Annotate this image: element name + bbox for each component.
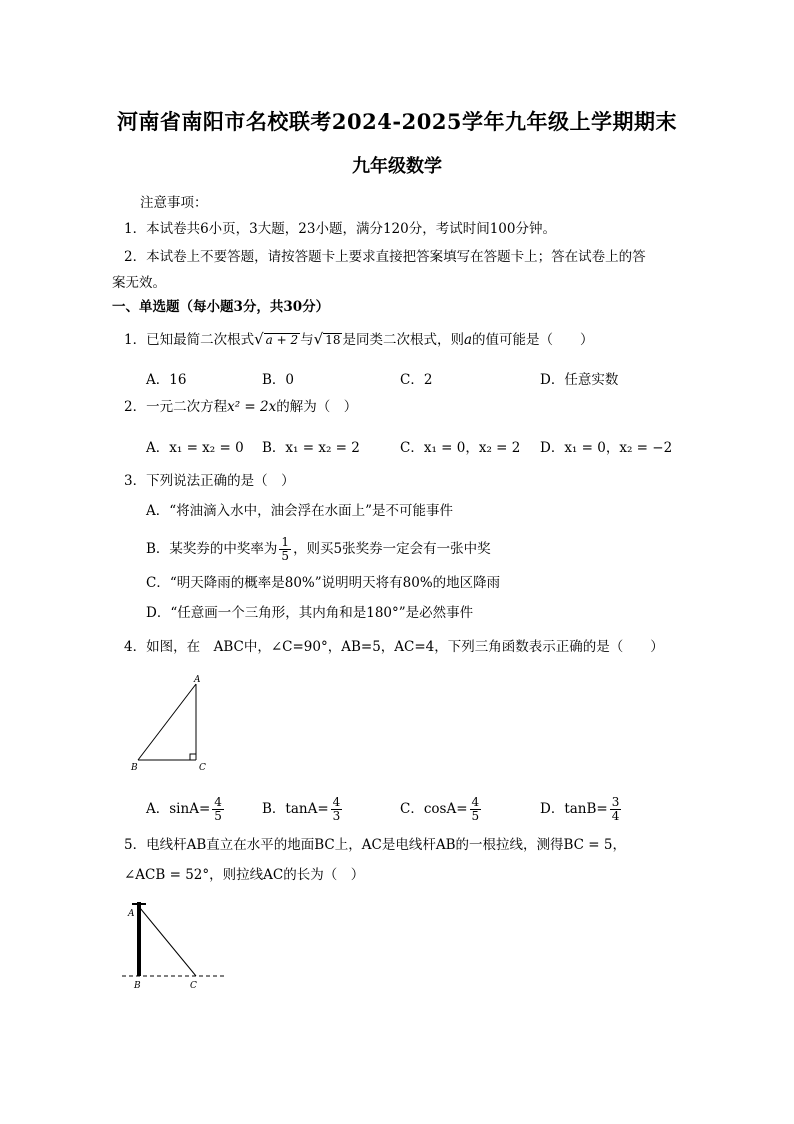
notes-item-2-line-1: 2．本试卷上不要答题，请按答题卡上要求直接把答案填写在答题卡上；答在试卷上的答	[124, 249, 646, 265]
question-2-stem	[124, 398, 357, 416]
q4-option-c-label: C．cosA=	[400, 801, 468, 817]
q3-option-b	[146, 532, 491, 566]
fraction-numerator: 1	[281, 535, 290, 549]
q4-option-d	[540, 792, 623, 826]
q2-option-d: D．x₁ = 0，x₂ = −2	[540, 440, 673, 456]
section-1-heading: 一、单选题（每小题3分，共30分）	[112, 299, 330, 315]
point-label-c: C	[190, 981, 197, 991]
q1-suffix: 是同类二次根式，则	[342, 332, 464, 348]
q4-option-c	[400, 792, 483, 826]
q3-option-d: D．“任意画一个三角形，其内角和是180°”是必然事件	[146, 605, 474, 621]
q4-option-b-fraction	[331, 796, 343, 823]
fraction-numerator: 4	[214, 795, 222, 809]
vertex-label-a: A	[194, 675, 201, 685]
q4-option-a-label: A．sinA=	[146, 801, 211, 817]
q4-option-c-fraction	[470, 796, 482, 823]
notes-item-1: 1．本试卷共6小页，3大题，23小题，满分120分，考试时间100分钟。	[124, 221, 556, 237]
exam-subtitle: 九年级数学	[352, 156, 442, 177]
guy-wire-ac	[140, 908, 196, 976]
q1-option-a: A．16	[146, 372, 187, 388]
q1-variable: a	[463, 332, 473, 348]
vertex-label-c: C	[199, 763, 206, 773]
triangle-side-ab	[138, 684, 196, 760]
fraction-denominator: 3	[332, 809, 341, 823]
q1-mid: 与	[300, 332, 314, 348]
fraction-numerator: 4	[332, 795, 341, 809]
fraction-numerator: 3	[611, 795, 620, 809]
q4-triangle-figure	[128, 672, 212, 776]
q2-option-b: B．x₁ = x₂ = 2	[262, 440, 360, 456]
q2-prefix: 2．一元二次方程	[124, 399, 228, 415]
q4-option-d-label: D．tanB=	[540, 801, 608, 817]
q3-option-b-suffix: ，则买5张奖券一定会有一张中奖	[293, 541, 491, 557]
point-label-b: B	[134, 981, 141, 991]
q1-option-c: C．2	[400, 372, 433, 388]
q2-suffix: 的解为（ ）	[276, 399, 358, 415]
q2-option-c: C．x₁ = 0，x₂ = 2	[400, 440, 521, 456]
q4-option-d-fraction	[610, 796, 622, 823]
fraction-denominator: 5	[471, 809, 480, 823]
fraction-denominator: 5	[281, 549, 290, 563]
q3-option-a: A．“将油滴入水中，油会浮在水面上”是不可能事件	[146, 503, 454, 519]
q3-option-c: C．“明天降雨的概率是80%”说明明天将有80%的地区降雨	[146, 575, 501, 591]
fraction-denominator: 5	[214, 809, 222, 823]
q1-suffix-2: 的值可能是（ ）	[472, 332, 594, 348]
question-5-line-1: 5．电线杆AB直立在水平的地面BC上，AC是电线杆AB的一根拉线，测得BC = 5，	[124, 837, 626, 853]
radical-sign-icon: √	[313, 330, 324, 348]
q4-option-b-label: B．tanA=	[262, 801, 329, 817]
q4-option-a-fraction	[212, 796, 224, 823]
exam-title: 河南省南阳市名校联考2024-2025学年九年级上学期期末	[116, 109, 678, 134]
q1-radicand-1: a + 2	[265, 333, 299, 347]
notes-item-2-line-2: 案无效。	[112, 275, 166, 291]
right-angle-mark-icon	[190, 754, 196, 760]
question-5-line-2: ∠ACB = 52°，则拉线AC的长为（ ）	[124, 867, 365, 883]
radical-sign-icon: √	[254, 330, 264, 348]
q1-option-d: D．任意实数	[540, 372, 619, 388]
q5-pole-figure	[118, 894, 230, 994]
fraction-denominator: 4	[611, 809, 620, 823]
q3-option-b-prefix: B．某奖券的中奖率为	[146, 541, 278, 557]
point-label-a: A	[128, 909, 135, 919]
question-1-stem	[124, 330, 594, 349]
question-4-stem: 4．如图，在 ABC中，∠C=90°，AB=5，AC=4，下列三角函数表示正确的是（ ）	[124, 639, 664, 655]
q2-equation: x² = 2x	[227, 399, 277, 415]
q1-option-b: B．0	[262, 372, 295, 388]
question-3-stem: 3．下列说法正确的是（ ）	[124, 473, 295, 489]
q3-fraction	[279, 536, 291, 563]
q4-option-a	[146, 792, 226, 826]
fraction-numerator: 4	[471, 795, 480, 809]
vertex-label-b: B	[131, 763, 138, 773]
q1-radicand-2: 18	[325, 333, 341, 347]
q1-prefix: 1．已知最简二次根式	[124, 332, 255, 348]
q4-option-b	[262, 792, 344, 826]
q2-option-a: A．x₁ = x₂ = 0	[146, 440, 244, 456]
notes-heading: 注意事项：	[140, 195, 208, 211]
